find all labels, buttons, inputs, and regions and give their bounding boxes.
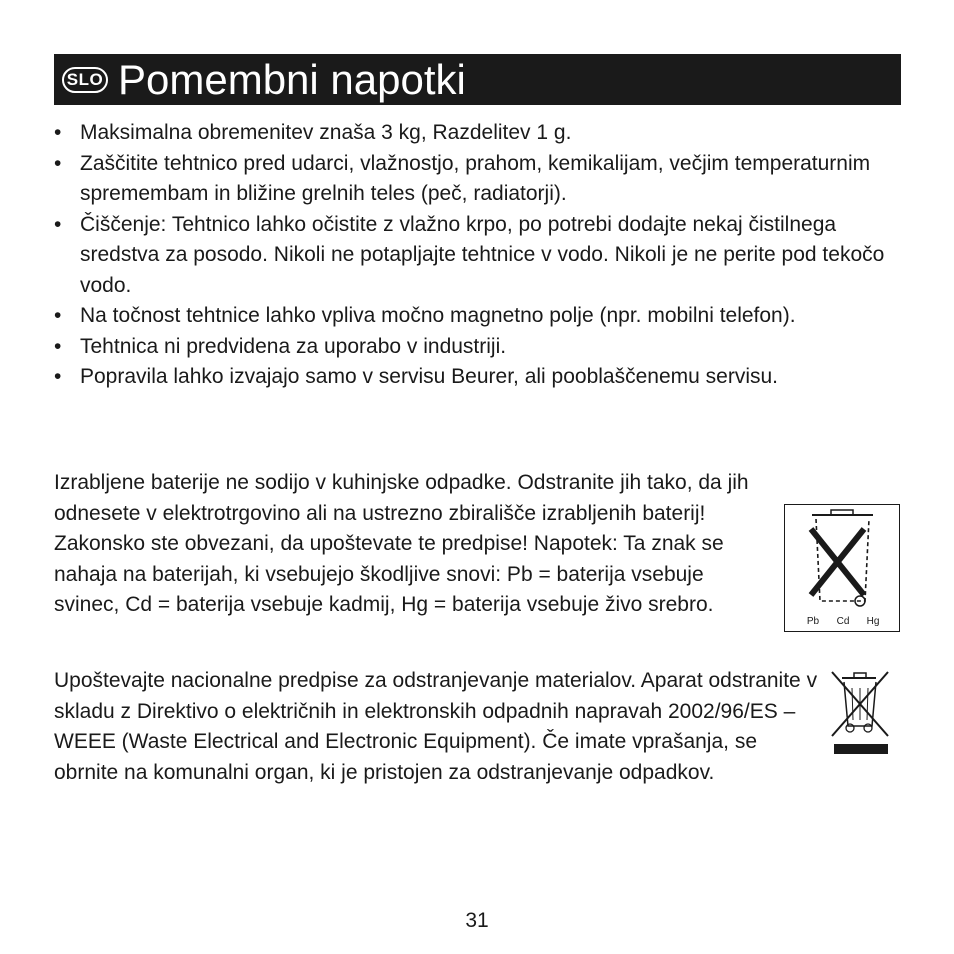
page-title: Pomembni napotki [118, 56, 466, 103]
weee-paragraph: Upoštevajte nacionalne predpise za odstranjevanje materialov. Aparat odstranite v skladu z Direktivo o električnih in elektronskih odpadnih napravah 2002/96/ES – WEEE (Waste Electrical and Electronic Equipment). Če imate vprašanja, se obrnite na komunalni organ, ki je pristojen za odstranjevanje odpadkov. [54, 669, 818, 784]
mercury-label: Hg [866, 616, 880, 627]
battery-disposal-paragraph [54, 468, 904, 621]
language-badge: SLO [62, 67, 108, 93]
crossed-bin-icon [785, 505, 898, 630]
page-number: 31 [465, 909, 489, 932]
battery-paragraph-body: odnesete v elektrotrgovino ali na ustrezno zbirališče izrabljenih baterij! Zakonsko ste obvezani, da upoštevate te predpise! Napotek: Ta znak se nahaja na baterijah, ki vsebujejo škodljive snovi: Pb = baterija vsebuje svinec, Cd = baterija vsebuje kadmij, Hg = baterija vsebuje živo srebro. [54, 501, 724, 616]
list-item: • Zaščitite tehtnico pred udarci, vlažnostjo, prahom, kemikalijam, večjim temperaturnim spremembam in bližine grelnih teles (peč, radiatorji). [54, 149, 904, 210]
battery-disposal-symbol [784, 504, 900, 632]
section-header [54, 54, 901, 105]
list-item: • Na točnost tehtnice lahko vpliva močno magnetno polje (npr. mobilni telefon). [54, 301, 904, 332]
safety-notes-list [54, 118, 904, 393]
battery-paragraph-first-line: Izrabljene baterije ne sodijo v kuhinjske odpadke. Odstranite jih tako, da jih [54, 471, 749, 494]
weee-crossed-bin-icon [828, 668, 892, 758]
cadmium-label: Cd [836, 616, 850, 627]
list-item: • Popravila lahko izvajajo samo v servisu Beurer, ali pooblaščenemu servisu. [54, 362, 904, 393]
list-item: • Tehtnica ni predvidena za uporabo v industriji. [54, 332, 904, 363]
list-item: • Maksimalna obremenitev znaša 3 kg, Razdelitev 1 g. [54, 118, 904, 149]
list-item: • Čiščenje: Tehtnico lahko očistite z vlažno krpo, po potrebi dodajte nekaj čistilnega sredstva za posodo. Nikoli ne potapljajte tehtnice v vodo. Nikoli je ne perite pod tekočo vodo. [54, 210, 904, 302]
lead-label: Pb [806, 616, 820, 627]
